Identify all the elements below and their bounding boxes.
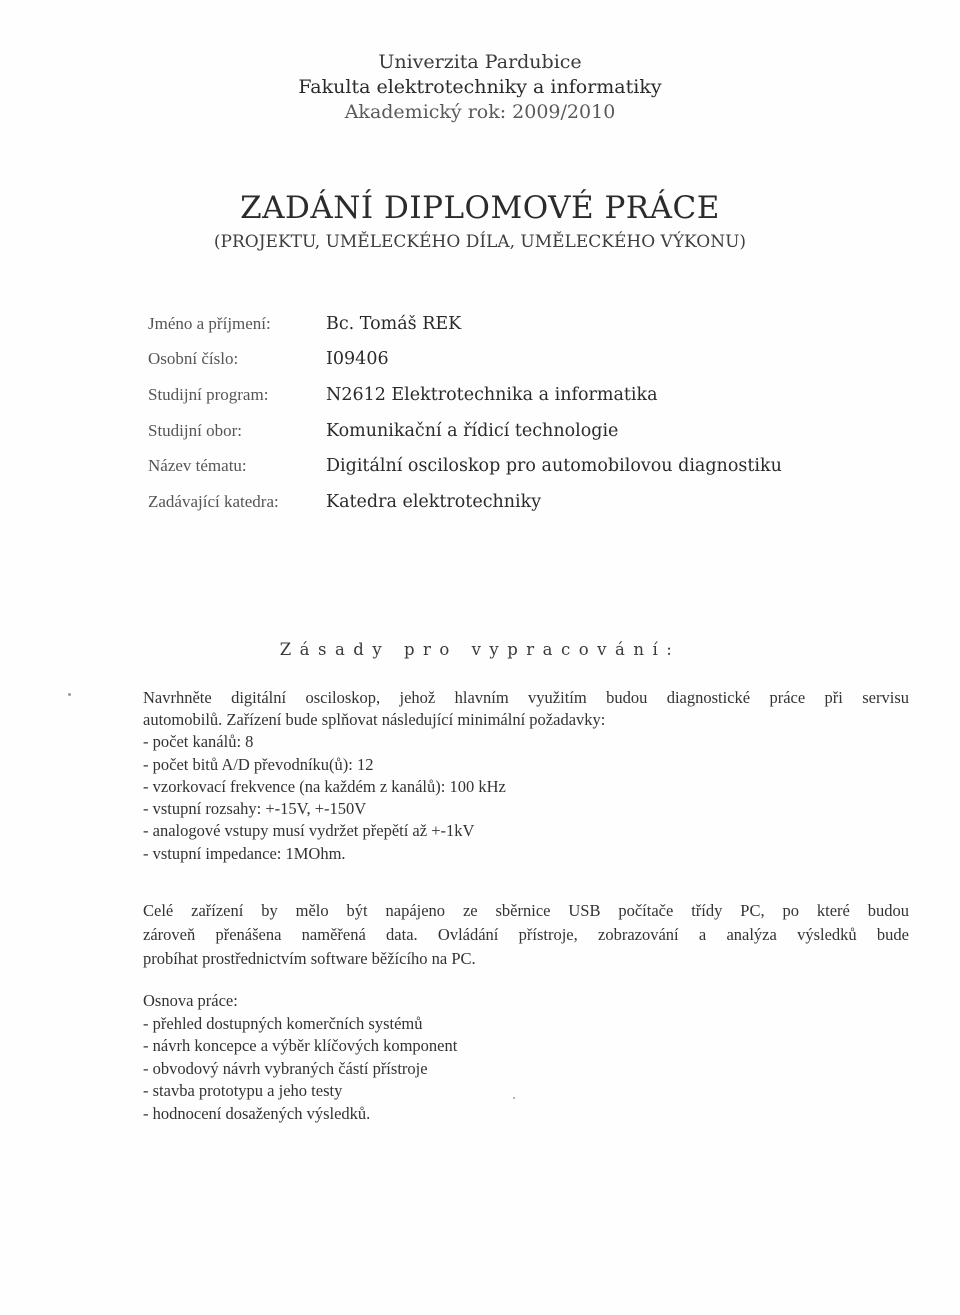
faculty-name: Fakulta elektrotechniky a informatiky: [298, 76, 662, 98]
university-name: Univerzita Pardubice: [378, 51, 582, 73]
info-row-topic: [148, 448, 868, 484]
scan-speck: [513, 1097, 515, 1099]
academic-year: Akademický rok: 2009/2010: [344, 101, 616, 123]
document-subtitle: (PROJEKTU, UMĚLECKÉHO DÍLA, UMĚLECKÉHO VÝKONU): [213, 232, 747, 252]
paragraph-line: probíhat prostřednictvím software běžícího na PC.: [143, 949, 476, 968]
paragraph-line: automobilů. Zařízení bude splňovat následující minimální požadavky:: [143, 710, 606, 729]
title-block: [0, 188, 960, 254]
info-value: N2612 Elektrotechnika a informatika: [326, 384, 658, 405]
scan-speck: [68, 693, 71, 696]
info-row-study-field: [148, 413, 868, 449]
info-value: Bc. Tomáš REK: [326, 313, 462, 334]
outline-heading: Osnova práce:: [143, 991, 238, 1010]
info-row-study-program: [148, 377, 868, 413]
list-item: - hodnocení dosažených výsledků.: [143, 1103, 371, 1123]
info-value: I09406: [326, 349, 389, 370]
info-value: Komunikační a řídicí technologie: [326, 420, 619, 441]
list-item: - přehled dostupných komerčních systémů: [143, 1013, 423, 1033]
info-label: Zadávající katedra:: [148, 491, 279, 511]
paragraph-line: Celé zařízení by mělo být napájeno ze sběrnice USB počítače třídy PC, po které budou: [143, 901, 909, 920]
list-item: - návrh koncepce a výběr klíčových komponent: [143, 1036, 458, 1056]
info-label: Název tématu:: [148, 456, 247, 476]
list-item: - stavba prototypu a jeho testy: [143, 1081, 343, 1101]
outline-paragraph: [143, 990, 909, 1126]
info-label: Osobní číslo:: [148, 349, 239, 369]
info-label: Jméno a příjmení:: [148, 313, 271, 333]
list-item: - obvodový návrh vybraných částí přístroje: [143, 1058, 428, 1078]
student-info-table: [148, 306, 868, 520]
info-row-name: [148, 306, 868, 342]
info-label: Studijní obor:: [148, 420, 242, 440]
power-paragraph: [143, 899, 909, 971]
info-value: Katedra elektrotechniky: [326, 491, 542, 512]
info-row-department: [148, 484, 868, 520]
list-item: - vstupní impedance: 1MOhm.: [143, 843, 346, 863]
list-item: - analogové vstupy musí vydržet přepětí až +-1kV: [143, 821, 475, 841]
paragraph-line: zároveň přenášena naměřená data. Ovládání přístroje, zobrazování a analýza výsledků bude: [143, 925, 909, 944]
info-value: Digitální osciloskop pro automobilovou diagnostiku: [326, 456, 782, 477]
list-item: - počet bitů A/D převodníku(ů): 12: [143, 754, 374, 774]
guidelines-heading: Zásady pro vypracování:: [279, 640, 681, 659]
requirements-paragraph: [143, 686, 909, 865]
document-header: [0, 50, 960, 125]
list-item: - vzorkovací frekvence (na každém z kanálů): 100 kHz: [143, 776, 506, 796]
document-title: ZADÁNÍ DIPLOMOVÉ PRÁCE: [240, 190, 720, 226]
paragraph-line: Navrhněte digitální osciloskop, jehož hlavním využitím budou diagnostické práce při servisu: [143, 688, 909, 707]
info-label: Studijní program:: [148, 384, 269, 404]
list-item: - počet kanálů: 8: [143, 732, 254, 752]
list-item: - vstupní rozsahy: +-15V, +-150V: [143, 799, 367, 819]
info-row-personal-number: [148, 342, 868, 378]
